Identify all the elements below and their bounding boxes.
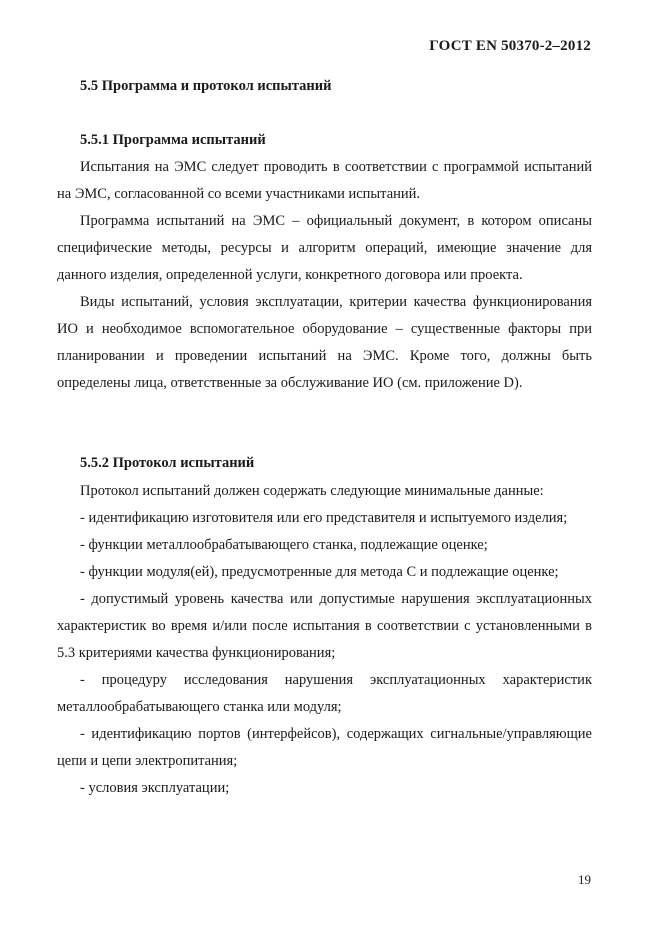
paragraph: Испытания на ЭМС следует проводить в соответствии с программой испытаний на ЭМС, согласованной со всеми участниками испытаний. [57, 159, 592, 202]
subsection-title-protocol: 5.5.2 Протокол испытаний [80, 455, 255, 471]
list-item: - функции металлообрабатывающего станка, подлежащие оценке; [80, 537, 488, 553]
protocol-intro: Протокол испытаний должен содержать следующие минимальные данные: [80, 483, 544, 499]
paragraph: Программа испытаний на ЭМС – официальный документ, в котором описаны специфические методы, ресурсы и алгоритм операций, имеющие значение для данного изделия, определенной услуги, конкретного договора или проекта. [57, 213, 592, 283]
list-item: - идентификацию изготовителя или его представителя и испытуемого изделия; [80, 510, 568, 526]
protocol-text [57, 478, 592, 802]
list-item: - идентификацию портов (интерфейсов), содержащих сигнальные/управляющие цепи и цепи электропитания; [57, 726, 592, 769]
standard-code: ГОСТ EN 50370-2–2012 [429, 38, 591, 54]
list-item: - условия эксплуатации; [80, 780, 230, 796]
list-item: - процедуру исследования нарушения эксплуатационных характеристик металлообрабатывающего станка или модуля; [57, 672, 592, 715]
paragraph: Виды испытаний, условия эксплуатации, критерии качества функционирования ИО и необходимое вспомогательное оборудование – существенные факторы при планировании и проведении испытаний на ЭМС. Кроме того, должны быть определены лица, ответственные за обслуживание ИО (см. приложение D). [57, 294, 592, 391]
page-number: 19 [578, 872, 591, 887]
subsection-title-program: 5.5.1 Программа испытаний [80, 132, 266, 148]
section-title: 5.5 Программа и протокол испытаний [80, 78, 332, 94]
program-text [57, 154, 592, 397]
list-item: - функции модуля(ей), предусмотренные для метода С и подлежащие оценке; [80, 564, 559, 580]
list-item: - допустимый уровень качества или допустимые нарушения эксплуатационных характеристик во время и/или после испытания в соответствии с установленными в 5.3 критериями качества функционирования; [57, 591, 592, 661]
